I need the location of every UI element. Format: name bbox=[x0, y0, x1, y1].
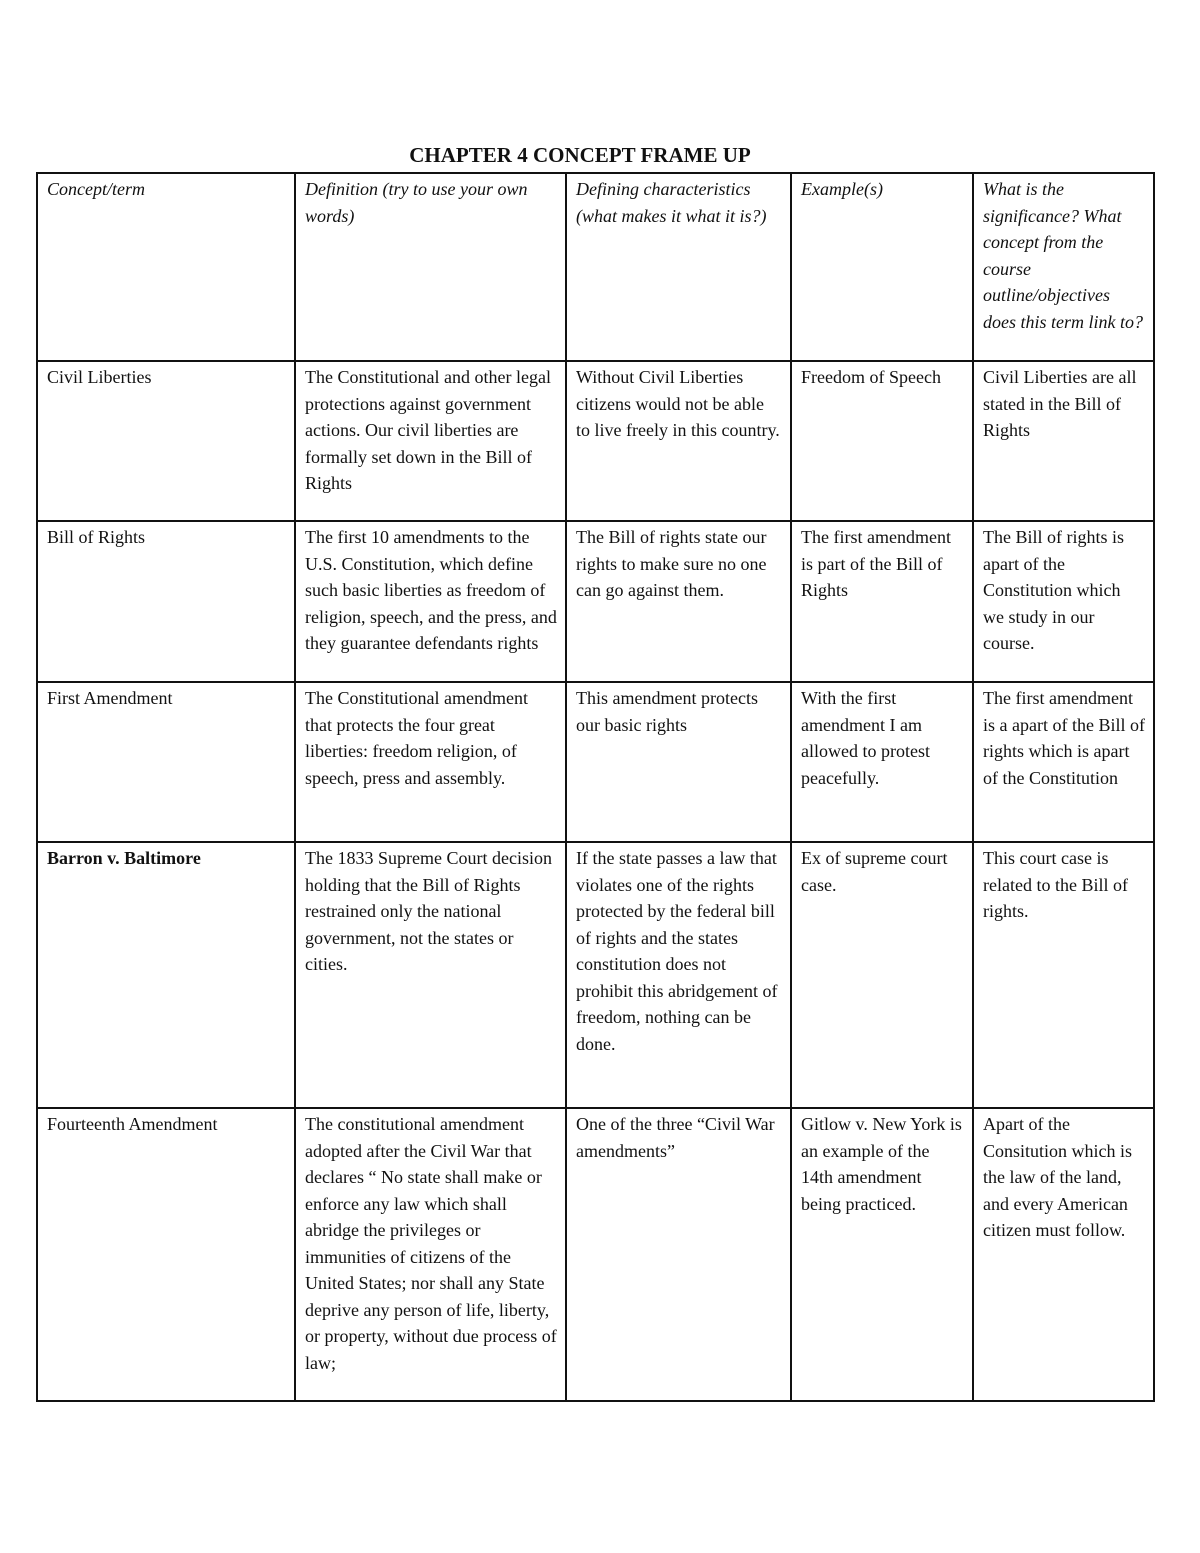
cell-examples: With the first amendment I am allowed to protest peacefully. bbox=[791, 682, 973, 842]
cell-concept: Fourteenth Amendment bbox=[37, 1108, 295, 1401]
header-examples: Example(s) bbox=[791, 173, 973, 361]
cell-significance: The first amendment is a apart of the Bill of rights which is apart of the Constitution bbox=[973, 682, 1154, 842]
cell-definition: The Constitutional amendment that protects the four great liberties: freedom religion, of speech, press and assembly. bbox=[295, 682, 566, 842]
cell-significance: Civil Liberties are all stated in the Bill of Rights bbox=[973, 361, 1154, 521]
table-row bbox=[37, 361, 1154, 521]
cell-concept: Civil Liberties bbox=[37, 361, 295, 521]
table-header-row bbox=[37, 173, 1154, 361]
cell-characteristics: This amendment protects our basic rights bbox=[566, 682, 791, 842]
page-title: CHAPTER 4 CONCEPT FRAME UP bbox=[409, 143, 751, 167]
cell-concept: First Amendment bbox=[37, 682, 295, 842]
cell-definition: The constitutional amendment adopted after the Civil War that declares “ No state shall make or enforce any law which shall abridge the privileges or immunities of citizens of the United States; nor shall any State deprive any person of life, liberty, or property, without due process of law; bbox=[295, 1108, 566, 1401]
table-row bbox=[37, 1108, 1154, 1401]
cell-characteristics: One of the three “Civil War amendments” bbox=[566, 1108, 791, 1401]
cell-definition: The Constitutional and other legal protections against government actions. Our civil liberties are formally set down in the Bill of Rights bbox=[295, 361, 566, 521]
header-significance: What is the significance? What concept from the course outline/objectives does this term link to? bbox=[973, 173, 1154, 361]
cell-examples: Ex of supreme court case. bbox=[791, 842, 973, 1108]
cell-concept: Bill of Rights bbox=[37, 521, 295, 682]
cell-examples: The first amendment is part of the Bill of Rights bbox=[791, 521, 973, 682]
concept-frame-table bbox=[36, 172, 1155, 1402]
cell-characteristics: The Bill of rights state our rights to make sure no one can go against them. bbox=[566, 521, 791, 682]
cell-characteristics: If the state passes a law that violates one of the rights protected by the federal bill of rights and the states constitution does not prohibit this abridgement of freedom, nothing can be done. bbox=[566, 842, 791, 1108]
table-row bbox=[37, 682, 1154, 842]
cell-significance: This court case is related to the Bill of rights. bbox=[973, 842, 1154, 1108]
table-row bbox=[37, 521, 1154, 682]
cell-significance: Apart of the Consitution which is the law of the land, and every American citizen must follow. bbox=[973, 1108, 1154, 1401]
cell-concept: Barron v. Baltimore bbox=[37, 842, 295, 1108]
cell-examples: Gitlow v. New York is an example of the 14th amendment being practiced. bbox=[791, 1108, 973, 1401]
cell-definition: The 1833 Supreme Court decision holding that the Bill of Rights restrained only the national government, not the states or cities. bbox=[295, 842, 566, 1108]
table-row bbox=[37, 842, 1154, 1108]
header-concept-term: Concept/term bbox=[37, 173, 295, 361]
cell-examples: Freedom of Speech bbox=[791, 361, 973, 521]
cell-characteristics: Without Civil Liberties citizens would not be able to live freely in this country. bbox=[566, 361, 791, 521]
cell-significance: The Bill of rights is apart of the Constitution which we study in our course. bbox=[973, 521, 1154, 682]
header-definition: Definition (try to use your own words) bbox=[295, 173, 566, 361]
cell-definition: The first 10 amendments to the U.S. Constitution, which define such basic liberties as freedom of religion, speech, and the press, and they guarantee defendants rights bbox=[295, 521, 566, 682]
header-defining-characteristics: Defining characteristics (what makes it what it is?) bbox=[566, 173, 791, 361]
